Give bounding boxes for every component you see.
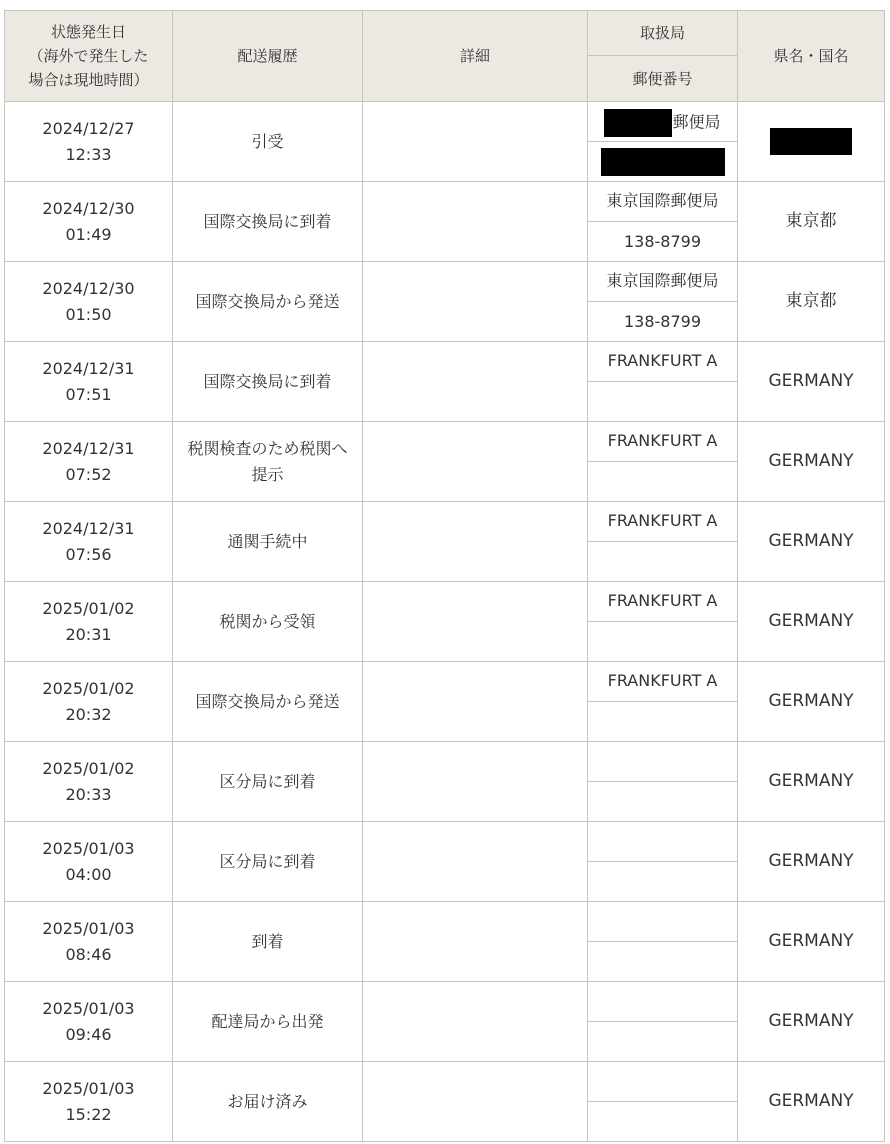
header-date-line-1: 状態発生日 [50, 23, 126, 41]
region-cell: GERMANY [738, 662, 885, 742]
time-value: 20:32 [65, 704, 112, 724]
detail-cell [363, 262, 588, 342]
date-cell [5, 662, 173, 742]
office-cell [588, 102, 738, 142]
postal-cell: 138-8799 [588, 302, 738, 342]
region-cell: GERMANY [738, 822, 885, 902]
date-value: 2024/12/31 [42, 358, 135, 378]
history-cell: お届け済み [173, 1062, 363, 1142]
table-header [5, 11, 885, 102]
time-value: 15:22 [65, 1104, 112, 1124]
date-value: 2024/12/31 [42, 518, 135, 538]
table-row [5, 822, 885, 862]
date-cell [5, 1062, 173, 1142]
region-cell: GERMANY [738, 1062, 885, 1142]
office-cell: 東京国際郵便局 [588, 182, 738, 222]
office-name: 郵便局 [672, 112, 721, 132]
region-cell: GERMANY [738, 422, 885, 502]
date-cell [5, 182, 173, 262]
history-cell: 国際交換局から発送 [173, 262, 363, 342]
postal-cell: 138-8799 [588, 222, 738, 262]
postal-cell [588, 622, 738, 662]
region-cell: 東京都 [738, 182, 885, 262]
postal-cell [588, 462, 738, 502]
date-value: 2024/12/30 [42, 278, 135, 298]
detail-cell [363, 742, 588, 822]
tracking-history-table [4, 10, 885, 1142]
detail-cell [363, 182, 588, 262]
time-value: 20:33 [65, 784, 112, 804]
detail-cell [363, 502, 588, 582]
table-row [5, 182, 885, 222]
history-cell: 区分局に到着 [173, 742, 363, 822]
detail-cell [363, 342, 588, 422]
office-cell: FRANKFURT A [588, 662, 738, 702]
time-value: 09:46 [65, 1024, 112, 1044]
tracking-history-table-wrapper [4, 10, 885, 1142]
detail-cell [363, 582, 588, 662]
history-cell: 国際交換局に到着 [173, 182, 363, 262]
table-row [5, 342, 885, 382]
region-cell: GERMANY [738, 502, 885, 582]
header-history: 配送履歴 [173, 11, 363, 102]
history-line-2: 提示 [251, 464, 284, 484]
date-cell [5, 422, 173, 502]
office-cell [588, 822, 738, 862]
region-cell: GERMANY [738, 742, 885, 822]
table-body [5, 102, 885, 1142]
time-value: 07:51 [65, 384, 112, 404]
date-cell [5, 822, 173, 902]
postal-cell [588, 1102, 738, 1142]
header-office: 取扱局 [588, 11, 738, 56]
detail-cell [363, 1062, 588, 1142]
detail-cell [363, 822, 588, 902]
time-value: 20:31 [65, 624, 112, 644]
office-cell: FRANKFURT A [588, 582, 738, 622]
postal-cell [588, 862, 738, 902]
date-cell [5, 902, 173, 982]
region-cell: GERMANY [738, 582, 885, 662]
header-date-line-3: 場合は現地時間） [28, 71, 149, 89]
header-date [5, 11, 173, 102]
time-value: 07:56 [65, 544, 112, 564]
history-cell: 区分局に到着 [173, 822, 363, 902]
region-cell: GERMANY [738, 902, 885, 982]
history-line-1: 税関検査のため税関へ [187, 438, 348, 458]
table-row [5, 422, 885, 462]
time-value: 08:46 [65, 944, 112, 964]
time-value: 04:00 [65, 864, 112, 884]
table-row [5, 902, 885, 942]
date-value: 2025/01/02 [42, 758, 135, 778]
redacted-block [770, 128, 852, 155]
detail-cell [363, 902, 588, 982]
time-value: 01:49 [65, 224, 112, 244]
office-cell: 東京国際郵便局 [588, 262, 738, 302]
detail-cell [363, 982, 588, 1062]
history-cell: 配達局から出発 [173, 982, 363, 1062]
date-cell [5, 742, 173, 822]
detail-cell [363, 422, 588, 502]
table-row [5, 502, 885, 542]
history-cell [173, 422, 363, 502]
date-value: 2024/12/30 [42, 198, 135, 218]
redacted-block [601, 148, 725, 176]
region-cell [738, 102, 885, 182]
region-cell: 東京都 [738, 262, 885, 342]
detail-cell [363, 102, 588, 182]
postal-cell [588, 382, 738, 422]
office-cell [588, 982, 738, 1022]
table-row [5, 1062, 885, 1102]
region-cell: GERMANY [738, 982, 885, 1062]
header-region: 県名・国名 [738, 11, 885, 102]
header-detail: 詳細 [363, 11, 588, 102]
date-value: 2025/01/03 [42, 918, 135, 938]
history-cell: 国際交換局に到着 [173, 342, 363, 422]
date-cell [5, 102, 173, 182]
redacted-block [604, 109, 672, 137]
date-cell [5, 342, 173, 422]
office-cell: FRANKFURT A [588, 502, 738, 542]
table-row [5, 982, 885, 1022]
postal-cell [588, 702, 738, 742]
office-cell: FRANKFURT A [588, 342, 738, 382]
time-value: 12:33 [65, 144, 112, 164]
date-cell [5, 502, 173, 582]
date-value: 2025/01/03 [42, 1078, 135, 1098]
date-value: 2025/01/02 [42, 598, 135, 618]
postal-cell [588, 1022, 738, 1062]
header-date-line-2: （海外で発生した [28, 47, 149, 65]
date-value: 2025/01/03 [42, 838, 135, 858]
date-value: 2024/12/31 [42, 438, 135, 458]
office-cell [588, 1062, 738, 1102]
postal-cell [588, 542, 738, 582]
detail-cell [363, 662, 588, 742]
time-value: 07:52 [65, 464, 112, 484]
date-value: 2024/12/27 [42, 118, 135, 138]
header-postal: 郵便番号 [588, 56, 738, 102]
date-value: 2025/01/02 [42, 678, 135, 698]
date-value: 2025/01/03 [42, 998, 135, 1018]
history-cell: 通関手続中 [173, 502, 363, 582]
history-cell: 到着 [173, 902, 363, 982]
date-cell [5, 982, 173, 1062]
table-row [5, 262, 885, 302]
time-value: 01:50 [65, 304, 112, 324]
history-cell: 引受 [173, 102, 363, 182]
table-row [5, 582, 885, 622]
region-cell: GERMANY [738, 342, 885, 422]
office-cell [588, 742, 738, 782]
date-cell [5, 262, 173, 342]
postal-cell [588, 782, 738, 822]
history-cell: 税関から受領 [173, 582, 363, 662]
table-row [5, 662, 885, 702]
office-cell: FRANKFURT A [588, 422, 738, 462]
history-cell: 国際交換局から発送 [173, 662, 363, 742]
table-row [5, 102, 885, 142]
postal-cell [588, 942, 738, 982]
date-cell [5, 582, 173, 662]
office-cell [588, 902, 738, 942]
postal-cell [588, 142, 738, 182]
table-row [5, 742, 885, 782]
